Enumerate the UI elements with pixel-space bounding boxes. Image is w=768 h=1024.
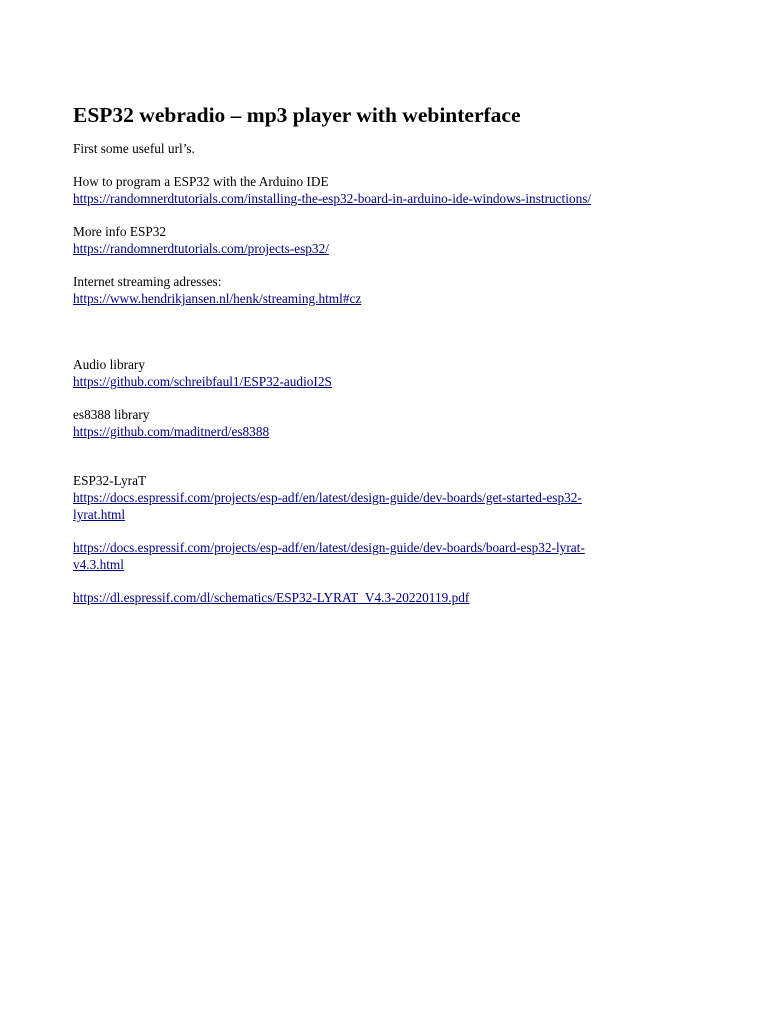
- link-board-esp32-lyrat-v43[interactable]: [73, 539, 693, 573]
- link-lyrat-schematics-pdf[interactable]: https://dl.espressif.com/dl/schematics/ESP32-LYRAT_V4.3-20220119.pdf: [73, 590, 470, 605]
- section-label-streaming: Internet streaming adresses:: [73, 274, 222, 289]
- link-text-line2: v4.3.html: [73, 557, 124, 572]
- section-label-esp32-lyrat: ESP32-LyraT: [73, 473, 147, 488]
- link-get-started-esp32-lyrat[interactable]: [73, 489, 693, 523]
- section-label-es8388-library: es8388 library: [73, 407, 150, 422]
- document-title: ESP32 webradio – mp3 player with webinterface: [73, 103, 521, 127]
- section-label-arduino-ide: How to program a ESP32 with the Arduino IDE: [73, 174, 329, 189]
- spacer: [73, 207, 693, 223]
- intro-text: First some useful url’s.: [73, 141, 195, 156]
- link-text-line1: https://docs.espressif.com/projects/esp-adf/en/latest/design-guide/dev-boards/get-started-esp32-: [73, 490, 582, 505]
- document-content: [73, 100, 693, 606]
- spacer: [73, 390, 693, 406]
- link-es8388-library[interactable]: https://github.com/maditnerd/es8388: [73, 424, 270, 439]
- spacer: [73, 523, 693, 539]
- section-label-audio-library: Audio library: [73, 357, 146, 372]
- link-projects-esp32[interactable]: https://randomnerdtutorials.com/projects-esp32/: [73, 241, 329, 256]
- spacer: [73, 307, 693, 356]
- spacer: [73, 440, 693, 472]
- spacer: [73, 257, 693, 273]
- link-text-line1: https://docs.espressif.com/projects/esp-adf/en/latest/design-guide/dev-boards/board-esp32-lyrat-: [73, 540, 585, 555]
- link-streaming-adresses[interactable]: https://www.hendrikjansen.nl/henk/streaming.html#cz: [73, 291, 362, 306]
- link-audio-library[interactable]: https://github.com/schreibfaul1/ESP32-audioI2S: [73, 374, 332, 389]
- link-arduino-ide-instructions[interactable]: https://randomnerdtutorials.com/installing-the-esp32-board-in-arduino-ide-windows-instructions/: [73, 191, 592, 206]
- spacer: [73, 157, 693, 173]
- spacer: [73, 573, 693, 589]
- section-label-more-info: More info ESP32: [73, 224, 167, 239]
- link-text-line2: lyrat.html: [73, 507, 126, 522]
